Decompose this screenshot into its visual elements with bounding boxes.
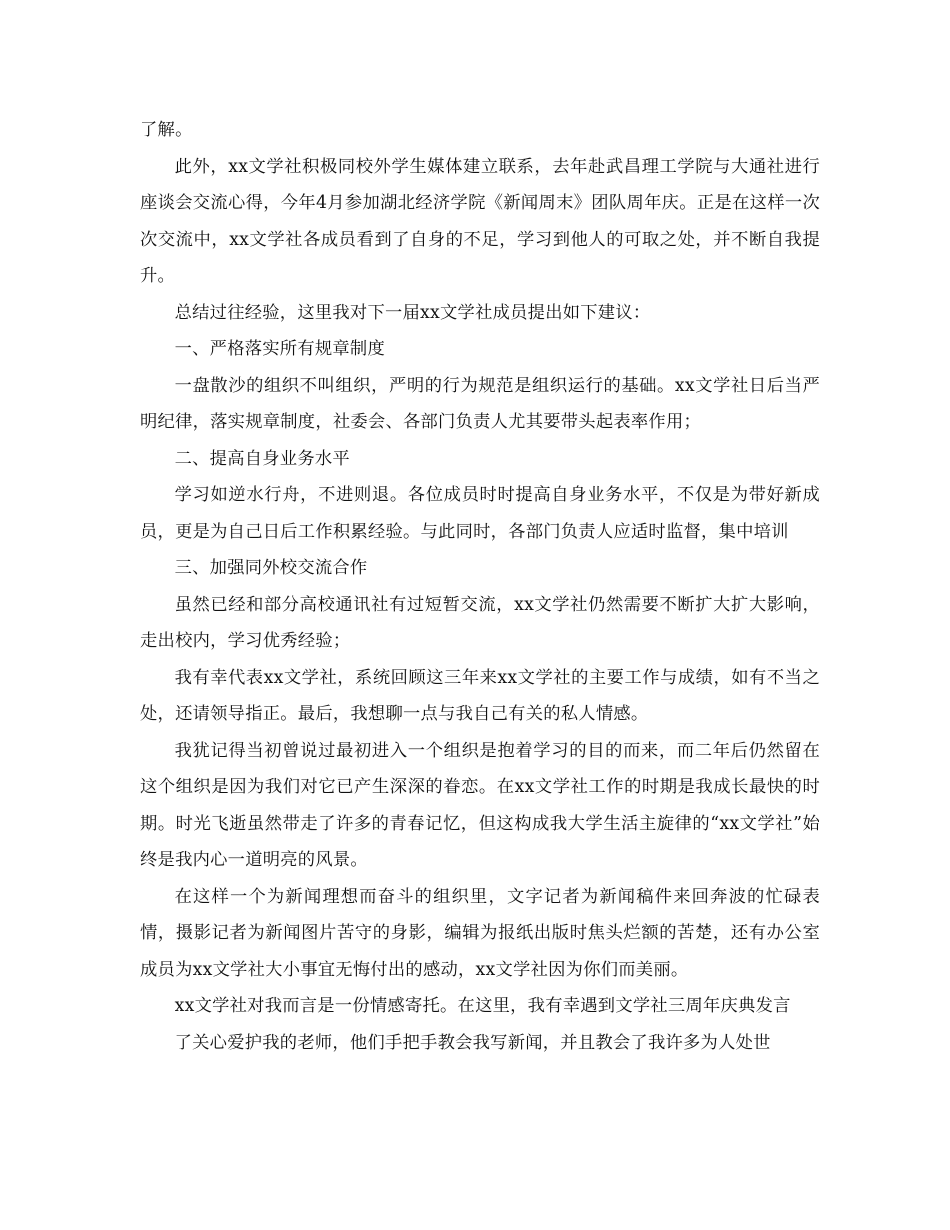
section-heading: 一、严格落实所有规章制度 bbox=[174, 339, 385, 359]
paragraph: 一盘散沙的组织不叫组织，严明的行为规范是组织运行的基础。xx文学社日后当严明纪律，落实规章制度，社委会、各部门负责人尤其要带头起表率作用； bbox=[140, 375, 820, 432]
document-body bbox=[140, 112, 820, 1061]
paragraph: 了解。 bbox=[140, 120, 193, 140]
paragraph: 学习如逆水行舟，不进则退。各位成员时时提高自身业务水平，不仅是为带好新成员，更是为自己日后工作积累经验。与此同时，各部门负责人应适时监督，集中培训 bbox=[140, 485, 820, 542]
paragraph: 我犹记得当初曾说过最初进入一个组织是抱着学习的目的而来，而二年后仍然留在这个组织是因为我们对它已产生深深的眷恋。在xx文学社工作的时期是我成长最快的时期。时光飞逝虽然带走了许多的青春记忆，但这构成我大学生活主旋律的“xx文学社”始终是我内心一道明亮的风景。 bbox=[140, 740, 820, 870]
paragraph: 在这样一个为新闻理想而奋斗的组织里，文字记者为新闻稿件来回奔波的忙碌表情，摄影记者为新闻图片苦守的身影，编辑为报纸出版时焦头烂额的苦楚，还有办公室成员为xx文学社大小事宜无悔付出的感动，xx文学社因为你们而美丽。 bbox=[140, 886, 820, 980]
paragraph: 了关心爱护我的老师，他们手把手教会我写新闻，并且教会了我许多为人处世 bbox=[174, 1032, 771, 1053]
section-heading: 三、加强同外校交流合作 bbox=[174, 558, 368, 578]
paragraph: 总结过往经验，这里我对下一届xx文学社成员提出如下建议： bbox=[174, 302, 651, 323]
paragraph: 我有幸代表xx文学社，系统回顾这三年来xx文学社的主要工作与成绩，如有不当之处，还请领导指正。最后，我想聊一点与我自己有关的私人情感。 bbox=[140, 667, 820, 724]
paragraph: 虽然已经和部分高校通讯社有过短暂交流，xx文学社仍然需要不断扩大扩大影响，走出校内，学习优秀经验； bbox=[140, 594, 820, 651]
section-heading: 二、提高自身业务水平 bbox=[174, 448, 350, 469]
paragraph: 此外，xx文学社积极同校外学生媒体建立联系，去年赴武昌理工学院与大通社进行座谈会交流心得，今年4月参加湖北经济学院《新闻周末》团队周年庆。正是在这样一次次交流中，xx文学社各成员看到了自身的不足，学习到他人的可取之处，并不断自我提升。 bbox=[140, 156, 820, 286]
paragraph: xx文学社对我而言是一份情感寄托。在这里，我有幸遇到文学社三周年庆典发言 bbox=[174, 996, 791, 1016]
